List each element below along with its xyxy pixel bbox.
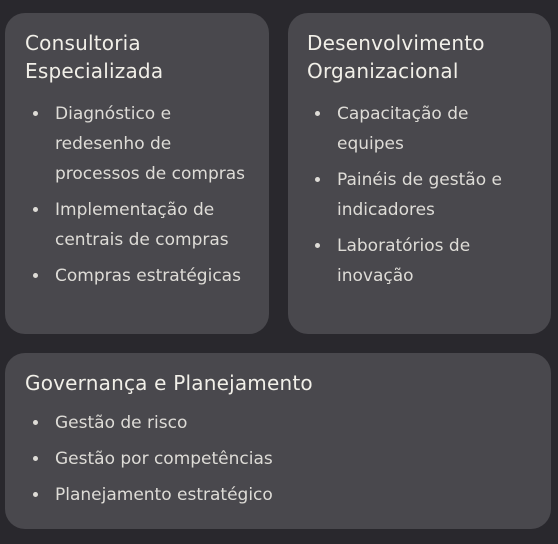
list-item: Implementação de centrais de compras — [25, 195, 249, 255]
list-item: Painéis de gestão e indicadores — [307, 165, 531, 225]
service-list — [25, 99, 249, 291]
service-card-governanca — [5, 353, 551, 529]
card-title: Governança e Planejamento — [25, 371, 313, 395]
list-item: Gestão de risco — [25, 408, 531, 438]
card-title — [307, 29, 531, 85]
card-title-line-2: Especializada — [25, 59, 164, 83]
list-item: Planejamento estratégico — [25, 480, 531, 510]
card-title-line-1: Consultoria — [25, 31, 141, 55]
list-item: Laboratórios de inovação — [307, 231, 531, 291]
service-list — [25, 408, 531, 510]
list-item: Gestão por competências — [25, 444, 531, 474]
card-title — [25, 29, 249, 85]
service-card-consultoria — [5, 13, 269, 334]
service-card-desenvolvimento — [288, 13, 551, 334]
list-item: Compras estratégicas — [25, 261, 249, 291]
service-list — [307, 99, 531, 291]
list-item: Diagnóstico e redesenho de processos de compras — [25, 99, 249, 189]
list-item: Capacitação de equipes — [307, 99, 531, 159]
card-title-line-2: Organizacional — [307, 59, 459, 83]
card-title-line-1: Desenvolvimento — [307, 31, 485, 55]
